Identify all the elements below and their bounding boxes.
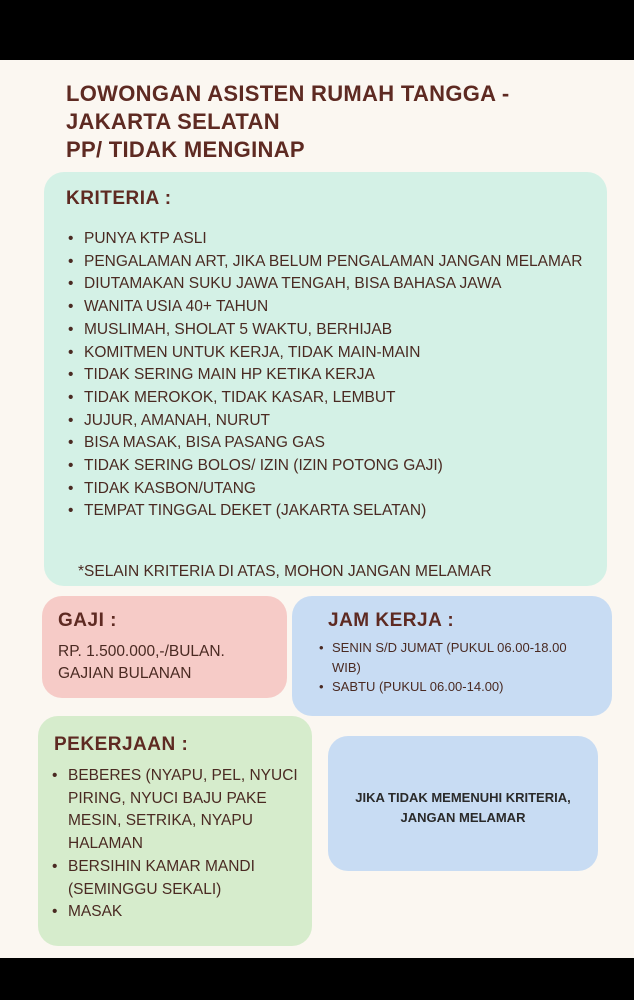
kriteria-item: • KOMITMEN UNTUK KERJA, TIDAK MAIN-MAIN	[84, 342, 594, 365]
jam-kerja-item: • SENIN S/D JUMAT (PUKUL 06.00-18.00 WIB)	[332, 638, 597, 677]
notice-message	[338, 788, 588, 828]
jam-kerja-card	[292, 596, 612, 716]
title-line-3: PP/ TIDAK MENGINAP	[66, 137, 305, 162]
gaji-schedule: GAJIAN BULANAN	[58, 665, 192, 682]
kriteria-heading: KRITERIA :	[66, 188, 172, 209]
kriteria-item: • MUSLIMAH, SHOLAT 5 WAKTU, BERHIJAB	[84, 319, 594, 342]
notice-card	[328, 736, 598, 871]
pekerjaan-item: • BERSIHIN KAMAR MANDI (SEMINGGU SEKALI)	[68, 856, 298, 901]
title-line-1: LOWONGAN ASISTEN RUMAH TANGGA -	[66, 81, 510, 106]
kriteria-item: • BISA MASAK, BISA PASANG GAS	[84, 432, 594, 455]
kriteria-item: • TIDAK MEROKOK, TIDAK KASAR, LEMBUT	[84, 387, 594, 410]
gaji-amount: RP. 1.500.000,-/BULAN.	[58, 643, 225, 660]
notice-line-2: JANGAN MELAMAR	[400, 810, 526, 825]
kriteria-card	[44, 172, 607, 586]
kriteria-item: • JUJUR, AMANAH, NURUT	[84, 410, 594, 433]
jam-kerja-list	[332, 638, 597, 697]
kriteria-note: *SELAIN KRITERIA DI ATAS, MOHON JANGAN MELAMAR	[78, 563, 492, 580]
poster-title	[66, 80, 606, 164]
kriteria-item: • TIDAK SERING MAIN HP KETIKA KERJA	[84, 364, 594, 387]
pekerjaan-heading: PEKERJAAN :	[54, 734, 189, 755]
pekerjaan-list	[68, 765, 298, 924]
kriteria-item: • TIDAK KASBON/UTANG	[84, 478, 594, 501]
pekerjaan-card	[38, 716, 312, 946]
kriteria-item: • WANITA USIA 40+ TAHUN	[84, 296, 594, 319]
notice-line-1: JIKA TIDAK MEMENUHI KRITERIA,	[355, 790, 571, 805]
gaji-card	[42, 596, 287, 698]
pekerjaan-item: • BEBERES (NYAPU, PEL, NYUCI PIRING, NYUCI BAJU PAKE MESIN, SETRIKA, NYAPU HALAMAN	[68, 765, 298, 856]
gaji-heading: GAJI :	[58, 610, 117, 631]
kriteria-item: • DIUTAMAKAN SUKU JAWA TENGAH, BISA BAHASA JAWA	[84, 273, 594, 296]
jam-kerja-heading: JAM KERJA :	[328, 610, 455, 631]
kriteria-item: • PENGALAMAN ART, JIKA BELUM PENGALAMAN JANGAN MELAMAR	[84, 251, 594, 274]
kriteria-item: • TIDAK SERING BOLOS/ IZIN (IZIN POTONG GAJI)	[84, 455, 594, 478]
kriteria-item: • TEMPAT TINGGAL DEKET (JAKARTA SELATAN)	[84, 500, 594, 523]
gaji-details	[58, 641, 225, 685]
kriteria-list	[84, 228, 594, 523]
kriteria-item: • PUNYA KTP ASLI	[84, 228, 594, 251]
jam-kerja-item: • SABTU (PUKUL 06.00-14.00)	[332, 677, 597, 697]
job-poster	[0, 60, 634, 958]
title-line-2: JAKARTA SELATAN	[66, 109, 280, 134]
pekerjaan-item: • MASAK	[68, 901, 298, 924]
